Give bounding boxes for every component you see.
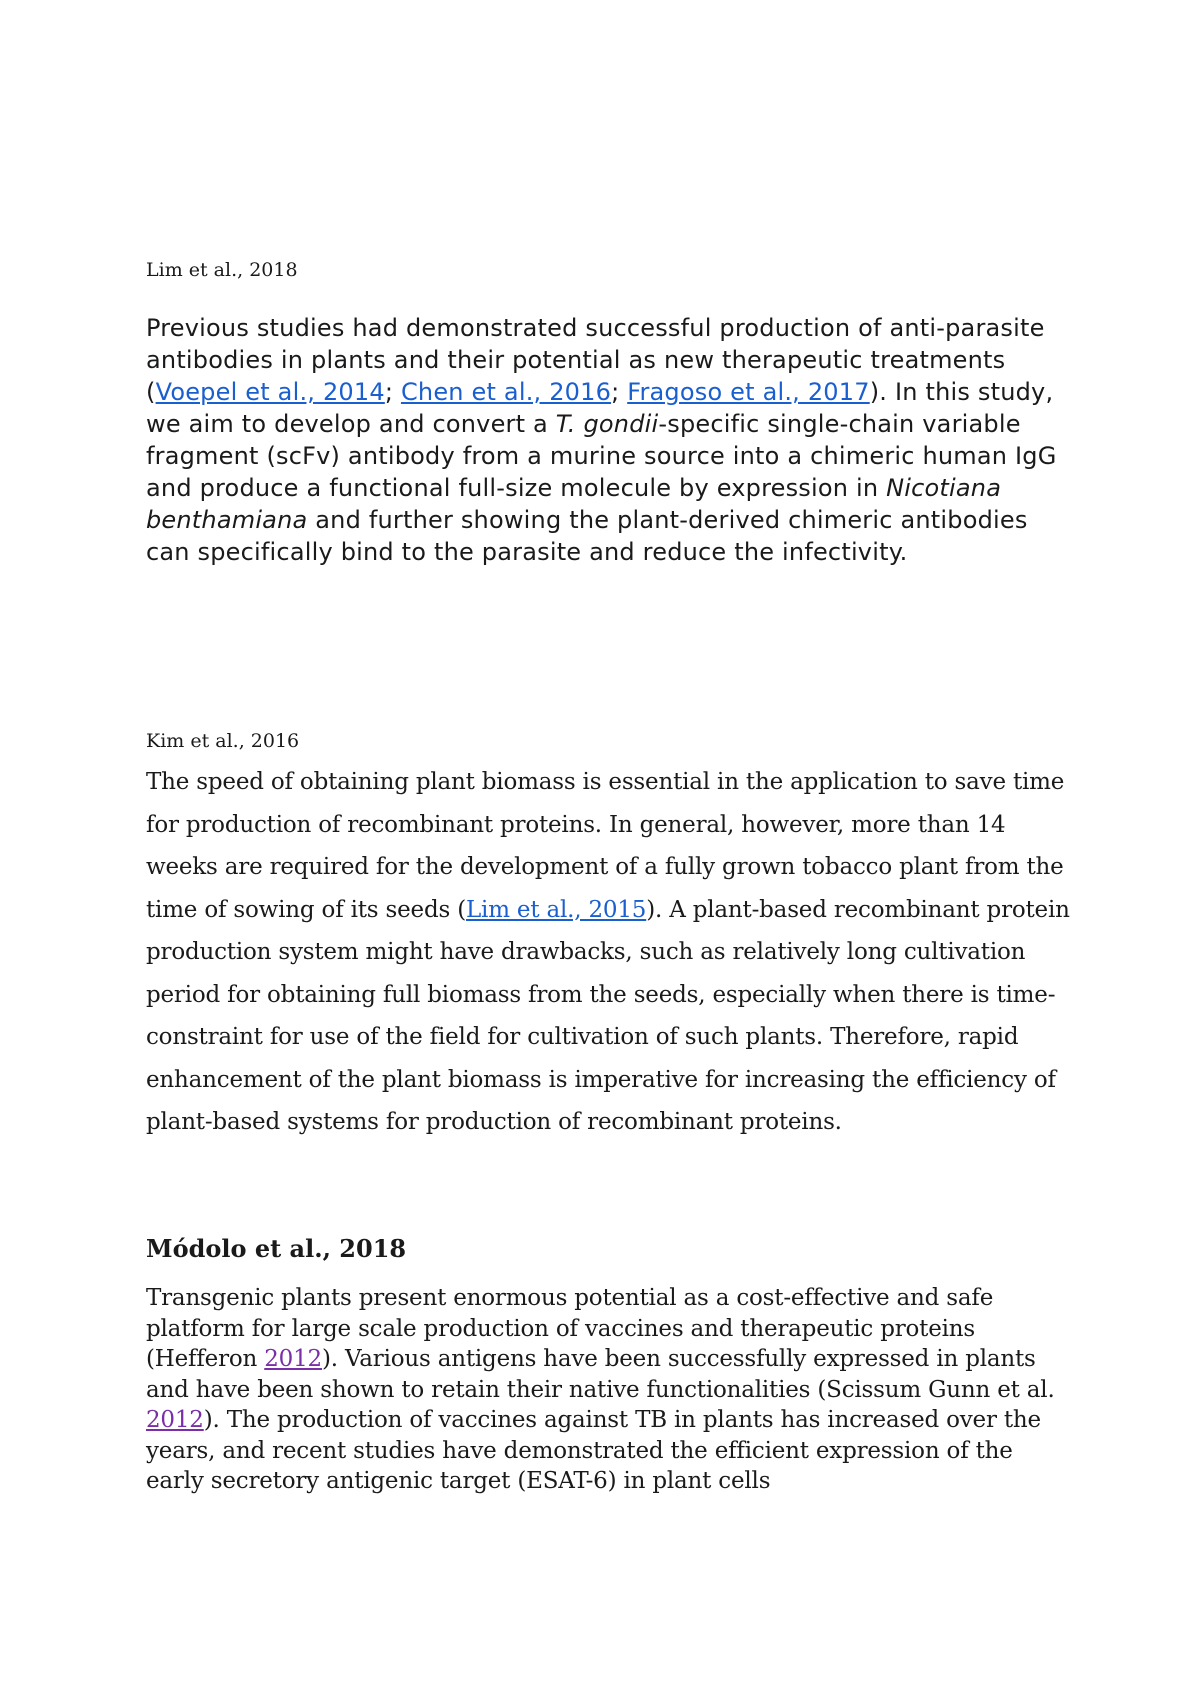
paragraph-text: ). In this study, we aim to develop and convert a xyxy=(146,378,1054,438)
paragraph-text: ). Various antigens have been successfully expressed in plants and have been shown to retain their native functionalities (Scissum Gunn et al. xyxy=(146,1346,1055,1403)
citation-separator: ; xyxy=(384,378,401,406)
paragraph-text: and further showing the plant-derived chimeric antibodies can specifically bind to the parasite and reduce the infectivity. xyxy=(146,506,1028,566)
section-paragraph-modolo-2018 xyxy=(146,1283,1076,1497)
paragraph-text: ). The production of vaccines against TB in plants has increased over the years, and recent studies have demonstrated the efficient expression of the early secretory antigenic target (ESAT-6) in plant cells xyxy=(146,1407,1041,1494)
section-heading-modolo-2018: Módolo et al., 2018 xyxy=(146,1234,407,1263)
section-paragraph-kim-2016 xyxy=(146,761,1076,1144)
species-name-italic: T. gondii xyxy=(555,410,659,438)
citation-link-fragoso-2017[interactable]: Fragoso et al., 2017 xyxy=(627,378,870,406)
citation-separator: ; xyxy=(611,378,628,406)
paragraph-text: -specific single-chain variable fragment (scFv) antibody from a murine source into a chimeric human IgG and produce a functional full-size molecule by expression in xyxy=(146,410,1057,502)
citation-link-hefferon-2012[interactable]: 2012 xyxy=(264,1346,322,1372)
paragraph-text: ). A plant-based recombinant protein production system might have drawbacks, such as relatively long cultivation period for obtaining full biomass from the seeds, especially when there is time-constraint for use of the field for cultivation of such plants. Therefore, rapid enhancement of the plant biomass is imperative for increasing the efficiency of plant-based systems for production of recombinant proteins. xyxy=(146,896,1070,1135)
section-paragraph-lim-2018 xyxy=(146,312,1076,568)
citation-link-chen-2016[interactable]: Chen et al., 2016 xyxy=(400,378,612,406)
section-heading-kim-2016: Kim et al., 2016 xyxy=(146,730,300,752)
paragraph-text: Transgenic plants present enormous potential as a cost-effective and safe platform for large scale production of vaccines and therapeutic proteins (Hefferon xyxy=(146,1285,994,1372)
species-name-italic: Nicotiana benthamiana xyxy=(146,474,1002,534)
citation-link-lim-2015[interactable]: Lim et al., 2015 xyxy=(465,896,647,923)
paragraph-text: The speed of obtaining plant biomass is essential in the application to save time for production of recombinant proteins. In general, however, more than 14 weeks are required for the development of a fully grown tobacco plant from the time of sowing of its seeds ( xyxy=(146,769,1065,923)
paragraph-text: Previous studies had demonstrated successful production of anti-parasite antibodies in plants and their potential as new therapeutic treatments ( xyxy=(146,314,1045,406)
citation-link-voepel-2014[interactable]: Voepel et al., 2014 xyxy=(155,378,385,406)
citation-link-scissum-gunn-2012[interactable]: 2012 xyxy=(146,1407,204,1433)
section-heading-lim-2018: Lim et al., 2018 xyxy=(146,259,298,281)
